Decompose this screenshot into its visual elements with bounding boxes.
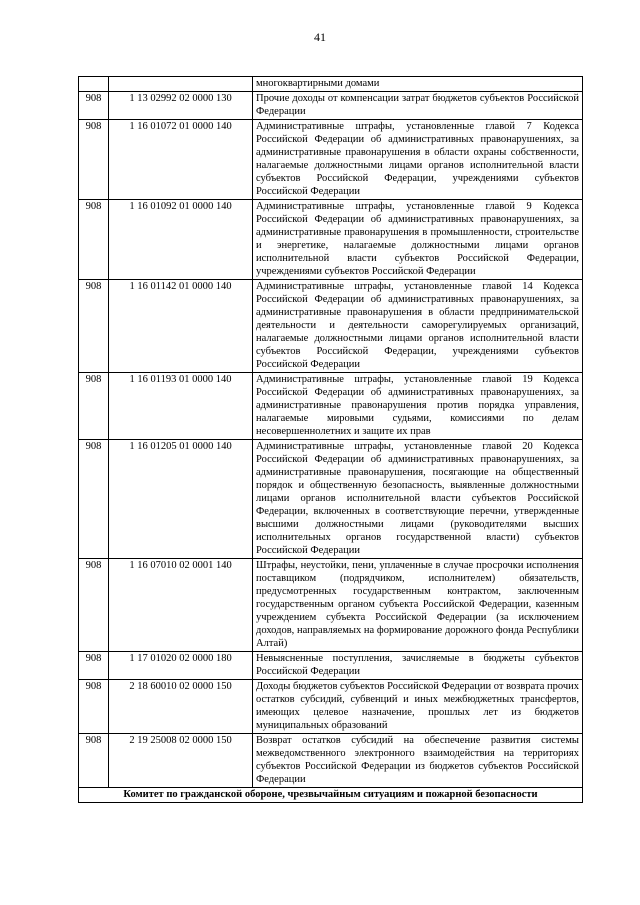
kbk-cell: 1 16 01193 01 0000 140	[109, 373, 253, 440]
kbk-cell: 2 18 60010 02 0000 150	[109, 680, 253, 734]
revenue-name-cell: Административные штрафы, установленные главой 20 Кодекса Российской Федерации об административных правонарушениях, за административные правонарушения, посягающие на общественный порядок и общественную безопасность, выявленные должностными лицами органов исполнительной власти субъектов Российской Федерации, включенных в соответствующие перечни, утвержденные высшими должностными лицами (руководителями высших исполнительных органов государственной власти) субъектов Российской Федерации	[253, 440, 583, 559]
revenue-name-cell: Административные штрафы, установленные главой 14 Кодекса Российской Федерации об административных правонарушениях, за административные правонарушения в области предпринимательской деятельности и деятельности саморегулируемых организаций, налагаемые должностными лицами органов исполнительной власти субъектов Российской Федерации, учреждениями субъектов Российской Федерации	[253, 280, 583, 373]
revenue-name-cell: Невыясненные поступления, зачисляемые в бюджеты субъектов Российской Федерации	[253, 652, 583, 680]
table-row	[79, 373, 583, 440]
kbk-cell: 1 16 01142 01 0000 140	[109, 280, 253, 373]
table-row	[79, 120, 583, 200]
kbk-cell: 1 17 01020 02 0000 180	[109, 652, 253, 680]
revenue-name-cell: Административные штрафы, установленные главой 9 Кодекса Российской Федерации об административных правонарушениях, за административные правонарушения в промышленности, строительстве и энергетике, налагаемые должностными лицами органов исполнительной власти субъектов Российской Федерации, учреждениями субъектов Российской Федерации	[253, 200, 583, 280]
table-row	[79, 92, 583, 120]
kbk-cell: 1 16 01205 01 0000 140	[109, 440, 253, 559]
revenue-name-cell: многоквартирными домами	[253, 77, 583, 92]
table-row	[79, 200, 583, 280]
admin-code-cell: 908	[79, 200, 109, 280]
admin-code-cell: 908	[79, 652, 109, 680]
table-row	[79, 280, 583, 373]
revenue-name-cell: Административные штрафы, установленные главой 7 Кодекса Российской Федерации об административных правонарушениях, за административные правонарушения в области охраны собственности, налагаемые должностными лицами органов исполнительной власти субъектов Российской Федерации, учреждениями субъектов Российской Федерации	[253, 120, 583, 200]
admin-code-cell: 908	[79, 92, 109, 120]
kbk-cell: 1 16 01092 01 0000 140	[109, 200, 253, 280]
admin-code-cell: 908	[79, 734, 109, 788]
revenue-name-cell: Возврат остатков субсидий на обеспечение развития системы межведомственного электронного взаимодействия на территориях субъектов Российской Федерации из бюджетов субъектов Российской Федерации	[253, 734, 583, 788]
admin-code-cell: 908	[79, 120, 109, 200]
kbk-cell: 2 19 25008 02 0000 150	[109, 734, 253, 788]
admin-code-cell: 908	[79, 280, 109, 373]
table-row	[79, 652, 583, 680]
table-row	[79, 680, 583, 734]
table-row	[79, 440, 583, 559]
kbk-cell: 1 13 02992 02 0000 130	[109, 92, 253, 120]
revenue-name-cell: Административные штрафы, установленные главой 19 Кодекса Российской Федерации об административных правонарушениях, за административные правонарушения против порядка управления, налагаемые мировыми судьями, комиссиями по делам несовершеннолетних и защите их прав	[253, 373, 583, 440]
revenue-name-cell: Доходы бюджетов субъектов Российской Федерации от возврата прочих остатков субсидий, субвенций и иных межбюджетных трансфертов, имеющих целевое назначение, прошлых лет из бюджетов муниципальных образований	[253, 680, 583, 734]
kbk-cell: 1 16 01072 01 0000 140	[109, 120, 253, 200]
revenue-codes-table	[78, 76, 583, 803]
admin-code-cell: 908	[79, 680, 109, 734]
revenue-name-cell: Прочие доходы от компенсации затрат бюджетов субъектов Российской Федерации	[253, 92, 583, 120]
kbk-cell: 1 16 07010 02 0001 140	[109, 559, 253, 652]
table-row	[79, 734, 583, 788]
revenue-name-cell: Штрафы, неустойки, пени, уплаченные в случае просрочки исполнения поставщиком (подрядчиком, исполнителем) обязательств, предусмотренных государственным контрактом, заключенным государственным органом субъекта Российской Федерации, казенным учреждением субъекта Российской Федерации (за исключением доходов, направляемых на формирование дорожного фонда Республики Алтай)	[253, 559, 583, 652]
table-row	[79, 77, 583, 92]
page-number: 41	[314, 30, 326, 44]
section-heading-row	[79, 788, 583, 803]
admin-code-cell: 908	[79, 440, 109, 559]
admin-code-cell: 908	[79, 559, 109, 652]
admin-code-cell	[79, 77, 109, 92]
admin-code-cell: 908	[79, 373, 109, 440]
kbk-cell	[109, 77, 253, 92]
table-row	[79, 559, 583, 652]
section-heading: Комитет по гражданской обороне, чрезвычайным ситуациям и пожарной безопасности	[79, 788, 583, 803]
